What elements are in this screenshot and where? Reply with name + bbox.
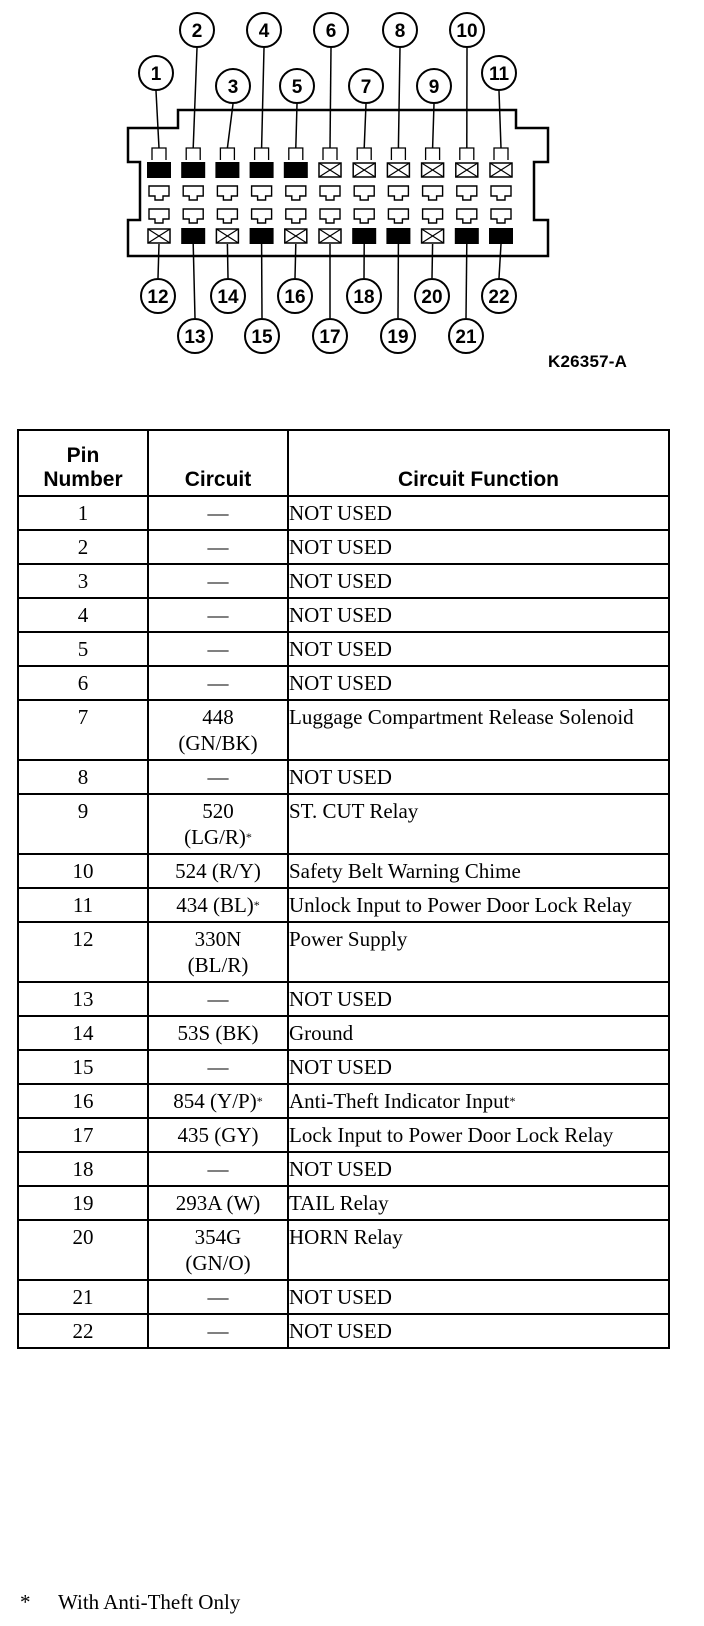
- pin-callout-label: 9: [428, 77, 440, 98]
- pin-callout-label: 7: [360, 77, 372, 98]
- pin-number: 19: [18, 1186, 148, 1220]
- cavity: [388, 186, 408, 200]
- circuit: [148, 1050, 288, 1084]
- circuit: [148, 496, 288, 530]
- pin-callout-label: 10: [456, 21, 478, 42]
- pin-callout: [278, 279, 312, 313]
- circuit-code: 293A (W): [175, 1191, 261, 1215]
- table-row: [18, 530, 669, 564]
- circuit-function: Safety Belt Warning Chime: [288, 854, 669, 888]
- pin-callout-label: 12: [147, 287, 169, 308]
- pin-callout: [216, 69, 250, 103]
- pin-number: 16: [18, 1084, 148, 1118]
- pin-callout: [314, 13, 348, 47]
- pin-callout: [141, 279, 175, 313]
- pin-callout: [245, 319, 279, 353]
- table-row: [18, 922, 669, 982]
- circuit-code: —: [207, 637, 229, 661]
- circuit-code: 434 (BL)*: [176, 893, 260, 917]
- cavity: [457, 186, 477, 200]
- cavity: [181, 228, 205, 244]
- circuit-code: —: [207, 1055, 229, 1079]
- circuit-code: 448: [202, 705, 234, 729]
- pin-callout-label: 11: [488, 64, 510, 85]
- circuit-function: HORN Relay: [288, 1220, 669, 1280]
- cavity: [352, 228, 376, 244]
- table-row: [18, 854, 669, 888]
- circuit-function: Luggage Compartment Release Solenoid: [288, 700, 669, 760]
- table-row: [18, 1280, 669, 1314]
- pin-number: 1: [18, 496, 148, 530]
- footnote-text: With Anti-Theft Only: [58, 1590, 241, 1614]
- circuit: [148, 888, 288, 922]
- pin-table: [17, 429, 670, 1349]
- circuit-code: —: [207, 671, 229, 695]
- circuit: [148, 1152, 288, 1186]
- pin-callout: [211, 279, 245, 313]
- cavity: [149, 209, 169, 223]
- pin-callout: [417, 69, 451, 103]
- pin-callout-label: 15: [251, 327, 273, 348]
- circuit-code: 354G: [194, 1225, 242, 1249]
- figure-label: K26357-A: [548, 352, 628, 371]
- cavity: [319, 229, 341, 243]
- circuit: [148, 530, 288, 564]
- cavity-latch: [460, 148, 474, 160]
- leader-line: [295, 244, 296, 278]
- cavity: [353, 163, 375, 177]
- leader-line: [398, 48, 400, 148]
- circuit-code: 854 (Y/P)*: [173, 1089, 263, 1113]
- pin-number: 10: [18, 854, 148, 888]
- circuit-code: 330N: [194, 927, 242, 951]
- cavity: [252, 209, 272, 223]
- circuit-code: —: [207, 603, 229, 627]
- cavity-latch: [494, 148, 508, 160]
- circuit-function: NOT USED: [288, 666, 669, 700]
- pin-callout-label: 8: [394, 21, 406, 42]
- cavity: [286, 209, 306, 223]
- pin-callout: [247, 13, 281, 47]
- cavity: [388, 209, 408, 223]
- cavity: [147, 162, 171, 178]
- pin-callout: [347, 279, 381, 313]
- leader-line: [330, 48, 331, 148]
- pin-callout: [381, 319, 415, 353]
- circuit-color: (GN/O): [185, 1251, 251, 1275]
- connector-diagram: [0, 0, 704, 380]
- circuit-function: NOT USED: [288, 760, 669, 794]
- pin-callout-label: 4: [258, 21, 270, 42]
- pin-callout-label: 5: [291, 77, 303, 98]
- pin-number: 5: [18, 632, 148, 666]
- circuit-function: Unlock Input to Power Door Lock Relay: [288, 888, 669, 922]
- table-row: [18, 598, 669, 632]
- connector-cavities: [147, 148, 513, 244]
- circuit-code: 435 (GY): [177, 1123, 259, 1147]
- circuit: [148, 1280, 288, 1314]
- leader-line: [432, 244, 433, 278]
- table-row: [18, 1084, 669, 1118]
- pin-callout-label: 2: [191, 21, 203, 42]
- cavity: [217, 186, 237, 200]
- circuit-function: NOT USED: [288, 1280, 669, 1314]
- pin-callout: [280, 69, 314, 103]
- pin-callout-label: 19: [387, 327, 409, 348]
- circuit: [148, 760, 288, 794]
- table-row: [18, 700, 669, 760]
- circuit: [148, 1314, 288, 1348]
- cavity: [250, 228, 274, 244]
- table-row: [18, 794, 669, 854]
- pin-callout: [415, 279, 449, 313]
- cavity: [423, 209, 443, 223]
- cavity: [354, 186, 374, 200]
- table-row: [18, 666, 669, 700]
- cavity: [490, 163, 512, 177]
- cavity: [320, 186, 340, 200]
- cavity: [319, 163, 341, 177]
- pin-callout-label: 3: [227, 77, 239, 98]
- pin-number: 12: [18, 922, 148, 982]
- circuit-code: 53S (BK): [177, 1021, 259, 1045]
- cavity: [181, 162, 205, 178]
- cavity-latch: [186, 148, 200, 160]
- pin-number: 17: [18, 1118, 148, 1152]
- pin-number: 2: [18, 530, 148, 564]
- circuit-function: Power Supply: [288, 922, 669, 982]
- pin-number: 9: [18, 794, 148, 854]
- cavity: [285, 229, 307, 243]
- cavity-latch: [357, 148, 371, 160]
- circuit: [148, 1186, 288, 1220]
- cavity: [456, 163, 478, 177]
- circuit-function: Anti-Theft Indicator Input*: [288, 1084, 669, 1118]
- leader-line: [227, 244, 228, 278]
- circuit-color: (GN/BK): [178, 731, 258, 755]
- circuit: [148, 1220, 288, 1280]
- cavity: [386, 228, 410, 244]
- circuit-code: —: [207, 535, 229, 559]
- circuit: [148, 1016, 288, 1050]
- circuit-function: ST. CUT Relay: [288, 794, 669, 854]
- cavity: [250, 162, 274, 178]
- circuit-code: 524 (R/Y): [175, 859, 261, 883]
- circuit: [148, 854, 288, 888]
- pin-callout: [482, 56, 516, 90]
- cavity: [489, 228, 513, 244]
- circuit: [148, 564, 288, 598]
- circuit-code: —: [207, 1319, 229, 1343]
- pin-callout-label: 16: [284, 287, 306, 308]
- cavity: [284, 162, 308, 178]
- circuit-function: NOT USED: [288, 632, 669, 666]
- circuit-function: NOT USED: [288, 496, 669, 530]
- table-row: [18, 760, 669, 794]
- cavity-latch: [220, 148, 234, 160]
- cavity: [183, 186, 203, 200]
- circuit-function: NOT USED: [288, 1152, 669, 1186]
- cavity-latch: [255, 148, 269, 160]
- pin-callout: [450, 13, 484, 47]
- table-row: [18, 1220, 669, 1280]
- cavity: [320, 209, 340, 223]
- pin-callout-label: 14: [217, 287, 239, 308]
- pin-callouts: [139, 13, 516, 353]
- cavity-latch: [426, 148, 440, 160]
- circuit: [148, 922, 288, 982]
- pin-number: 6: [18, 666, 148, 700]
- cavity: [387, 163, 409, 177]
- cavity: [183, 209, 203, 223]
- circuit-code: —: [207, 1157, 229, 1181]
- header-circuit-function: Circuit Function: [288, 430, 669, 496]
- circuit-function: NOT USED: [288, 982, 669, 1016]
- cavity: [422, 163, 444, 177]
- circuit: [148, 598, 288, 632]
- table-row: [18, 888, 669, 922]
- pin-number: 8: [18, 760, 148, 794]
- pin-number: 7: [18, 700, 148, 760]
- circuit-code: 520: [202, 799, 234, 823]
- circuit: [148, 1118, 288, 1152]
- table-row: [18, 1050, 669, 1084]
- pin-number: 13: [18, 982, 148, 1016]
- table-row: [18, 1314, 669, 1348]
- table-row: [18, 1118, 669, 1152]
- cavity: [354, 209, 374, 223]
- leader-line: [499, 91, 501, 148]
- pin-callout-label: 18: [353, 287, 375, 308]
- pin-number: 4: [18, 598, 148, 632]
- pin-callout: [178, 319, 212, 353]
- cavity: [423, 186, 443, 200]
- pin-number: 20: [18, 1220, 148, 1280]
- circuit-color: (LG/R)*: [184, 825, 252, 849]
- pin-callout: [180, 13, 214, 47]
- circuit-code: —: [207, 765, 229, 789]
- circuit: [148, 700, 288, 760]
- pin-callout: [383, 13, 417, 47]
- cavity-latch: [323, 148, 337, 160]
- table-row: [18, 496, 669, 530]
- header-circuit: Circuit: [148, 430, 288, 496]
- pin-callout-label: 22: [488, 287, 510, 308]
- circuit: [148, 794, 288, 854]
- cavity: [286, 186, 306, 200]
- table-header-row: [18, 430, 669, 496]
- circuit-function: Lock Input to Power Door Lock Relay: [288, 1118, 669, 1152]
- circuit-code: —: [207, 569, 229, 593]
- cavity-latch: [152, 148, 166, 160]
- circuit-function: NOT USED: [288, 598, 669, 632]
- pin-callout-label: 21: [455, 327, 477, 348]
- cavity: [149, 186, 169, 200]
- leader-line: [156, 91, 159, 148]
- table-row: [18, 1016, 669, 1050]
- cavity: [422, 229, 444, 243]
- cavity: [457, 209, 477, 223]
- table-row: [18, 982, 669, 1016]
- leader-line: [158, 244, 159, 278]
- leader-line: [262, 48, 264, 148]
- cavity-latch: [289, 148, 303, 160]
- pin-number: 3: [18, 564, 148, 598]
- cavity: [455, 228, 479, 244]
- circuit-code: —: [207, 987, 229, 1011]
- leader-line: [466, 244, 467, 318]
- table-row: [18, 1186, 669, 1220]
- pin-callout: [449, 319, 483, 353]
- pin-number: 22: [18, 1314, 148, 1348]
- table-row: [18, 1152, 669, 1186]
- pin-number: 11: [18, 888, 148, 922]
- circuit: [148, 632, 288, 666]
- circuit-code: —: [207, 1285, 229, 1309]
- cavity: [217, 209, 237, 223]
- table-row: [18, 564, 669, 598]
- circuit: [148, 982, 288, 1016]
- pin-callout-label: 6: [325, 21, 337, 42]
- cavity: [491, 209, 511, 223]
- header-pin-number: Pin Number: [18, 430, 148, 496]
- leader-line: [499, 244, 501, 278]
- footnote-symbol: *: [20, 1590, 31, 1614]
- pin-callout-label: 20: [421, 287, 443, 308]
- pin-callout-label: 13: [184, 327, 206, 348]
- pin-callout: [313, 319, 347, 353]
- circuit-function: NOT USED: [288, 1314, 669, 1348]
- circuit: [148, 666, 288, 700]
- circuit-function: NOT USED: [288, 564, 669, 598]
- leader-line: [193, 48, 197, 148]
- pin-callout: [139, 56, 173, 90]
- cavity: [216, 229, 238, 243]
- pin-number: 18: [18, 1152, 148, 1186]
- circuit: [148, 1084, 288, 1118]
- cavity: [215, 162, 239, 178]
- pin-callout-label: 1: [150, 64, 162, 85]
- pin-callout-label: 17: [319, 327, 341, 348]
- pin-callout: [482, 279, 516, 313]
- circuit-function: NOT USED: [288, 1050, 669, 1084]
- pin-number: 14: [18, 1016, 148, 1050]
- footnote: [20, 1590, 240, 1615]
- circuit-function: Ground: [288, 1016, 669, 1050]
- circuit-code: —: [207, 501, 229, 525]
- pin-callout: [349, 69, 383, 103]
- circuit-function: TAIL Relay: [288, 1186, 669, 1220]
- cavity: [252, 186, 272, 200]
- pin-number: 21: [18, 1280, 148, 1314]
- cavity: [148, 229, 170, 243]
- cavity: [491, 186, 511, 200]
- circuit-color: (BL/R): [187, 953, 249, 977]
- table-row: [18, 632, 669, 666]
- cavity-latch: [391, 148, 405, 160]
- pin-number: 15: [18, 1050, 148, 1084]
- circuit-function: NOT USED: [288, 530, 669, 564]
